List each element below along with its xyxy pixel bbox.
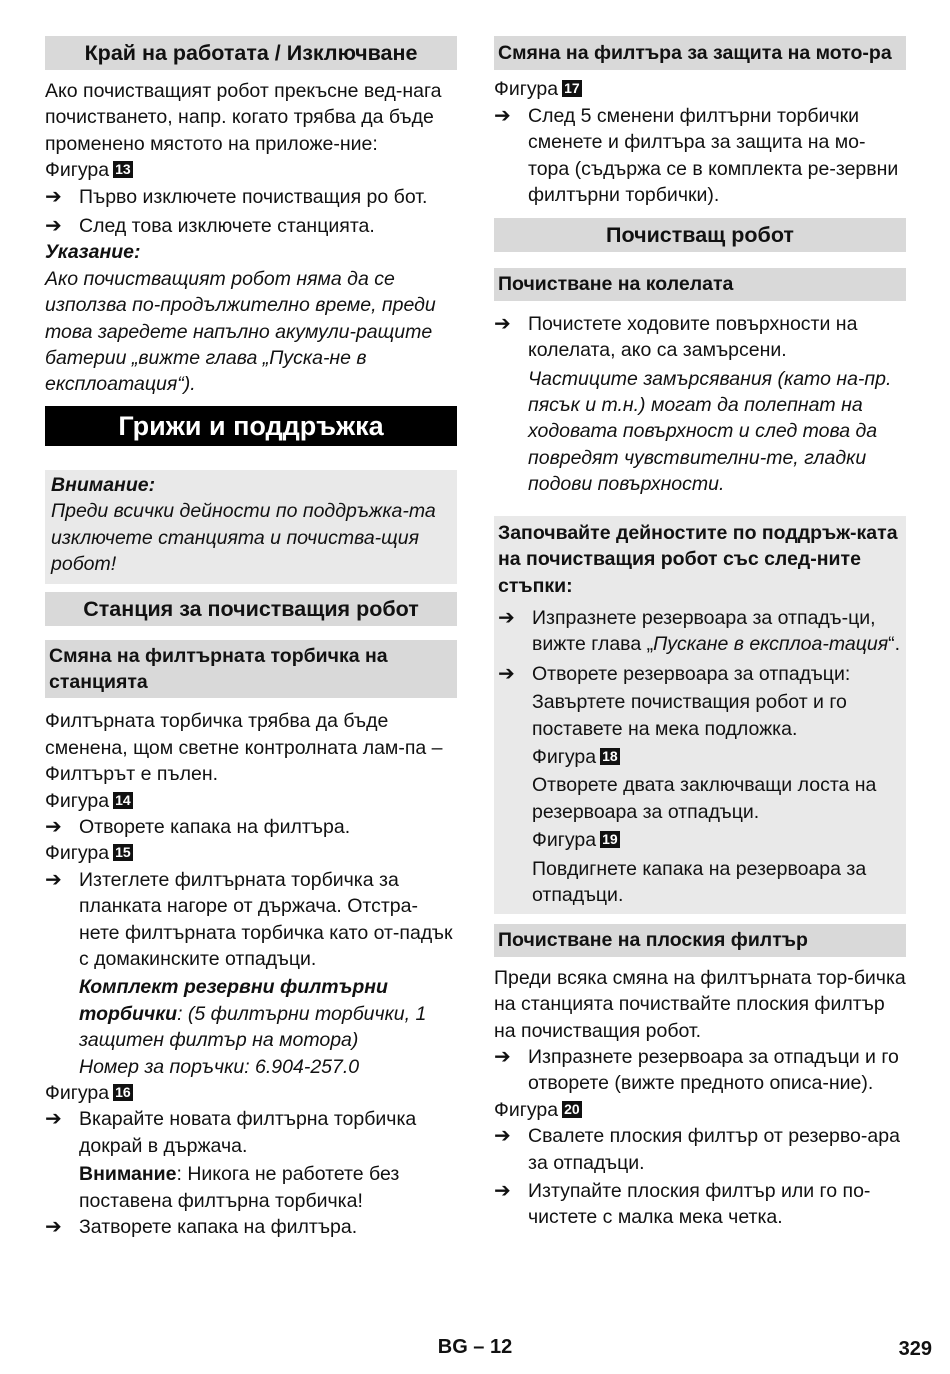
step-lift-cover: Повдигнете капака на резервоара за отпадъци. — [532, 857, 867, 906]
warning-title: Внимание: — [51, 473, 156, 496]
arrow-right-icon: ➔ — [45, 1216, 62, 1239]
figure-ref-19: Фигура 19 — [532, 829, 618, 852]
heading-end-of-work: Край на работата / Изключване — [45, 36, 457, 70]
bullet-clean-flat-filter: ➔ Изтупайте плоския филтър или го по-чистете с малка мека четка. — [494, 1180, 871, 1229]
bullet-clean-wheels: ➔ Почистете ходовите повърхности на колелата, ако са замърсени. — [494, 312, 858, 362]
figure-ref-20: Фигура 20 — [494, 1098, 580, 1121]
warning-box — [45, 470, 457, 584]
bullet-switch-off-station: ➔ След това изключете станцията. — [45, 213, 457, 239]
step-turn-robot: Завъртете почистващия робот и го поставете на мека подложка. — [532, 691, 847, 740]
left-column — [45, 36, 457, 1240]
right-column — [494, 36, 906, 1231]
bullet-close-filter-cover: ➔ Затворете капака на филтъра. — [45, 1214, 457, 1240]
figure-label: Фигура — [45, 159, 110, 182]
warning-text: Преди всички дейности по поддръжка-та изключете станцията и почиства-щия робот! — [51, 500, 436, 576]
arrow-right-icon: ➔ — [494, 104, 511, 127]
figure-number-13: 13 — [115, 161, 131, 178]
arrow-right-icon: ➔ — [45, 215, 62, 238]
bullet-empty-waste-container: ➔ Изпразнете резервоара за отпадъ-ци, вижте глава „Пускане в експлоа-тация“. — [498, 606, 901, 656]
wheels-note: Частиците замърсявания (като на-пр. пясък и т.н.) могат да полепнат на ходовата повърхност и след това да повредят чувствителни-те, гладки подови повърхности. — [528, 367, 892, 496]
bullet-remove-flat-filter: ➔ Свалете плоския филтър от резерво-ара за отпадъци. — [494, 1125, 900, 1174]
arrow-right-icon: ➔ — [45, 185, 62, 208]
figure-ref-17: Фигура 17 — [494, 78, 580, 101]
bullet-remove-filter-bag: ➔ Изтеглете филтърната торбичка за планката нагоре от държача. Отстра-нете филтърната торбичка като от-падък с домакинските отпадъци. — [45, 868, 453, 970]
footer-page-number: 329 — [898, 1338, 932, 1360]
figure-ref-15: Фигура 15 — [45, 842, 131, 865]
step-open-levers: Отворете двата заключващи лоста на резервоара за отпадъци. — [532, 774, 877, 823]
paragraph-filter-bag: Филтърната торбичка трябва да бъде сменена, щом светне контролната лам-па – Филтърът е пълен. — [45, 710, 443, 786]
chapter-heading-care: Грижи и поддръжка — [45, 406, 457, 446]
figure-number-19: 19 — [602, 831, 618, 848]
paragraph-flat-filter: Преди всяка смяна на филтърната тор-бичка на станцията почиствайте плоския филтър на почистващия робот. — [494, 966, 906, 1042]
arrow-right-icon: ➔ — [498, 606, 515, 629]
figure-number-17: 17 — [564, 80, 580, 97]
subheading-flat-filter: Почистване на плоския филтър — [494, 924, 906, 956]
footer-language-page: BG – 12 — [437, 1336, 513, 1358]
arrow-right-icon: ➔ — [494, 1125, 511, 1148]
note-text: Ако почистващият робот няма да се използва по-продължително време, преди това заредете напълно акумули-ращите батерии „вижте глава „Пуска-не в експлоатация“). — [45, 267, 436, 396]
bullet-open-filter-cover: ➔ Отворете капака на филтъра. — [45, 814, 457, 840]
bullet-replace-motor-filter: ➔ След 5 сменени филтърни торбички сменете и филтъра за защита на мо-тора (съдържа се в комплекта ре-зервни филтърни торбички). — [494, 104, 899, 207]
subheading-wheels: Почистване на колелата — [494, 268, 906, 300]
maintenance-steps-title: Започвайте дейностите по поддръж-ката на почистващия робот със след-ните стъпки: — [498, 521, 898, 597]
heading-cleaning-robot: Почистващ робот — [494, 218, 906, 252]
caution-text: Внимание: Никога не работете без поставена филтърна торбичка! — [79, 1163, 400, 1212]
subheading-filter-bag: Смяна на филтърната торбичка на станцията — [45, 640, 457, 699]
subheading-motor-filter: Смяна на филтъра за защита на мото-ра — [494, 36, 906, 70]
bullet-empty-and-open: ➔ Изпразнете резервоара за отпадъци и го отворете (вижте предното описа-ние). — [494, 1046, 899, 1095]
arrow-right-icon: ➔ — [498, 662, 515, 685]
figure-number-20: 20 — [564, 1100, 580, 1117]
arrow-right-icon: ➔ — [494, 1046, 511, 1068]
figure-number-15: 15 — [115, 844, 131, 861]
arrow-right-icon: ➔ — [45, 1108, 62, 1131]
arrow-right-icon: ➔ — [494, 1180, 511, 1203]
bullet-open-waste-container: ➔ Отворете резервоара за отпадъци: — [498, 661, 902, 687]
paragraph-interrupt: Ако почистващият робот прекъсне вед-нага почистването, напр. когато трябва да бъде променено мястото на приложе-ние: — [45, 80, 442, 155]
heading-station: Станция за почистващия робот — [45, 592, 457, 626]
arrow-right-icon: ➔ — [45, 868, 62, 891]
figure-ref-14: Фигура 14 — [45, 789, 131, 812]
order-number: Номер за поръчки: 6.904-257.0 — [79, 1055, 360, 1078]
figure-number-18: 18 — [602, 747, 618, 764]
figure-number-14: 14 — [115, 791, 131, 808]
figure-ref-13 — [45, 157, 457, 183]
spare-kit-info: Комплект резервни филтърни торбички: (5 филтърни торбички, 1 защитен филтър на мотора) — [79, 976, 427, 1052]
maintenance-steps-box — [494, 516, 906, 915]
figure-number-16: 16 — [115, 1084, 131, 1100]
note-title: Указание: — [45, 241, 141, 264]
arrow-right-icon: ➔ — [45, 815, 62, 838]
arrow-right-icon: ➔ — [494, 312, 511, 335]
figure-ref-16: Фигура 16 — [45, 1082, 131, 1104]
figure-ref-18: Фигура 18 — [532, 745, 618, 768]
bullet-switch-off-robot: ➔ Първо изключете почистващия ро бот. — [45, 184, 457, 210]
bullet-insert-filter-bag: ➔ Вкарайте новата филтърна торбичка докрай в държача. — [45, 1108, 417, 1157]
